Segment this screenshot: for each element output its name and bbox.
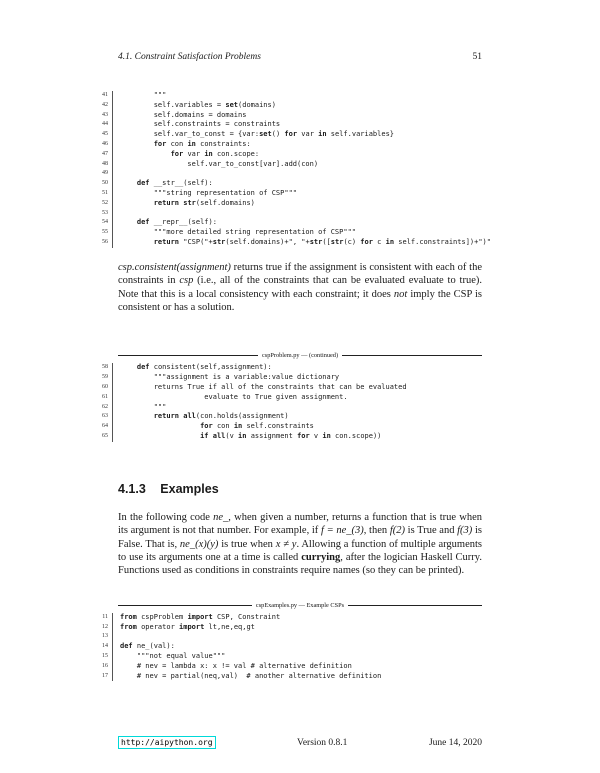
text-segment: x ≠ y [275,538,297,550]
code-text: # nev = lambda x: x != val # alternative definition [112,662,352,672]
code-line [96,101,482,111]
code-line [96,613,482,623]
text-segment: imply the CSP is consistent or has a solution. [118,288,482,313]
header-section-title: 4.1. Constraint Satisfaction Problems [118,52,261,62]
text-segment: (i.e., all of the constraints that can be evaluated evaluate to true). Note that this is a local consistency with each constraint; it does [118,275,482,300]
code-line [96,111,482,121]
line-number: 49 [102,170,108,177]
code-text [112,169,120,179]
page-footer [118,736,482,749]
code-text: for con in self.constraints [112,422,314,432]
rule-line [342,355,482,356]
code-text: def __str__(self): [112,179,213,189]
line-number: 51 [102,189,108,196]
text-segment: returns true if the assignment is consistent with each of the constraints in [118,261,482,287]
line-number: 14 [102,643,108,650]
listing-header-cspexamples [118,602,482,609]
code-text: """assignment is a variable:value dictionary [112,373,339,383]
line-number: 41 [102,92,108,98]
listing-header-label: cspProblem.py — (continued) [261,352,339,360]
code-text: self.variables = set(domains) [112,101,276,111]
line-number: 45 [102,131,108,138]
code-text [112,632,120,642]
code-line [96,432,482,442]
code-text: return str(self.domains) [112,199,255,209]
footer-url-link[interactable]: http://aipython.org [118,736,216,749]
code-line [96,662,482,672]
code-line [96,199,482,209]
code-line [96,209,482,219]
text-segment: f(3) [457,525,473,537]
footer-version-text: Version 0.8.1 [297,737,348,748]
line-number: 64 [102,423,108,430]
code-line [96,672,482,682]
line-number: 15 [102,652,108,659]
code-text: """string representation of CSP""" [112,189,297,199]
code-line [96,120,482,130]
line-number: 47 [102,150,108,157]
line-number: 48 [102,160,108,167]
code-text: evaluate to True given assignment. [112,393,348,403]
line-number: 11 [102,613,108,620]
code-text: from operator import lt,ne,eq,gt [112,623,255,633]
code-text: if all(v in assignment for v in con.scope)) [112,432,381,442]
paragraph-consistent-description [118,261,482,315]
line-number: 44 [102,121,108,128]
code-line [96,632,482,642]
code-line [96,150,482,160]
code-text: self.var_to_const = {var:set() for var in self.variables} [112,130,394,140]
code-text [112,209,120,219]
code-line [96,422,482,432]
text-segment: not [393,288,408,300]
code-line [96,228,482,238]
code-line [96,403,482,413]
code-line [96,160,482,170]
code-line [96,189,482,199]
subsection-title: Examples [160,481,219,496]
rule-line [118,605,252,606]
line-number: 62 [102,403,108,410]
text-segment: ne_(x)(y) [179,538,219,550]
line-number: 42 [102,101,108,108]
code-text: for var in con.scope: [112,150,259,160]
code-text: def ne_(val): [112,642,175,652]
code-text: def consistent(self,assignment): [112,363,272,373]
line-number: 56 [102,238,108,245]
code-line [96,652,482,662]
paragraph-examples-intro [118,511,482,578]
listing-header-label: cspExamples.py — Example CSPs [255,601,345,609]
line-number: 16 [102,662,108,669]
code-line [96,642,482,652]
line-number: 43 [102,111,108,118]
code-line [96,179,482,189]
listing-header-cspproblem-continued [118,352,482,359]
code-line [96,412,482,422]
code-line [96,91,482,101]
code-line [96,383,482,393]
code-text: def __repr__(self): [112,218,217,228]
code-text: return all(con.holds(assignment) [112,412,289,422]
code-text: returns True if all of the constraints that can be evaluated [112,383,407,393]
code-listing-cspproblem-init [96,91,491,248]
line-number: 53 [102,209,108,216]
code-listing-consistent-method [96,363,482,441]
line-number: 50 [102,180,108,187]
text-segment: , then [363,525,390,537]
code-line [96,218,482,228]
code-text: self.constraints = constraints [112,120,280,130]
line-number: 12 [102,623,108,630]
line-number: 63 [102,413,108,420]
line-number: 13 [102,633,108,640]
text-segment: f(2) [389,525,405,537]
line-number: 55 [102,229,108,236]
code-line [96,237,491,248]
code-text: self.domains = domains [112,111,246,121]
code-line [96,130,482,140]
text-segment: is True and [404,525,458,537]
text-segment: . Allowing a function of multiple arguments to use its arguments one at a time is called [118,538,482,563]
text-segment: f = ne_(3) [320,525,364,537]
code-line [96,363,482,373]
text-segment: In the following code [118,511,214,523]
line-number: 58 [102,364,108,371]
subsection-number: 4.1.3 [118,481,146,496]
text-segment: is true when [218,538,276,550]
text-segment: csp [179,275,194,287]
code-text: """not equal value""" [112,652,225,662]
code-line [96,623,482,633]
rule-line [118,355,258,356]
text-segment: ne_ [213,511,229,523]
running-header [118,52,482,62]
line-number: 60 [102,383,108,390]
line-number: 61 [102,393,108,400]
rule-line [348,605,482,606]
code-listing-cspexamples-top [96,613,482,682]
footer-date-text: June 14, 2020 [428,737,482,748]
text-segment: csp.consistent(assignment) [118,261,231,273]
code-text: # nev = partial(neq,val) # another alternative definition [112,672,381,682]
code-text: """ [112,403,166,413]
code-text: """more detailed string representation of CSP""" [112,228,356,238]
subsection-heading [118,482,482,496]
text-segment: , when given a number, returns a function that is true when its argument is not that number. For example, if [118,511,482,537]
text-segment: is False. That is, [118,525,482,550]
header-page-number: 51 [472,52,482,62]
line-number: 59 [102,374,108,381]
line-number: 65 [102,432,108,439]
code-text: return "CSP("+str(self.domains)+", "+str([str(c) for c in self.constraints])+")" [112,238,491,248]
code-line [96,393,482,403]
text-segment: currying [301,551,341,563]
code-line [96,140,482,150]
code-text: for con in constraints: [112,140,251,150]
line-number: 52 [102,199,108,206]
line-number: 46 [102,140,108,147]
text-segment: , after the logician Haskell Curry. Functions used as conditions in constraints require names (so they can be printed). [118,551,482,577]
code-line [96,169,482,179]
code-line [96,373,482,383]
code-text: """ [112,91,166,101]
line-number: 54 [102,219,108,226]
code-text: from cspProblem import CSP, Constraint [112,613,280,623]
line-number: 17 [102,672,108,679]
code-text: self.var_to_const[var].add(con) [112,160,318,170]
